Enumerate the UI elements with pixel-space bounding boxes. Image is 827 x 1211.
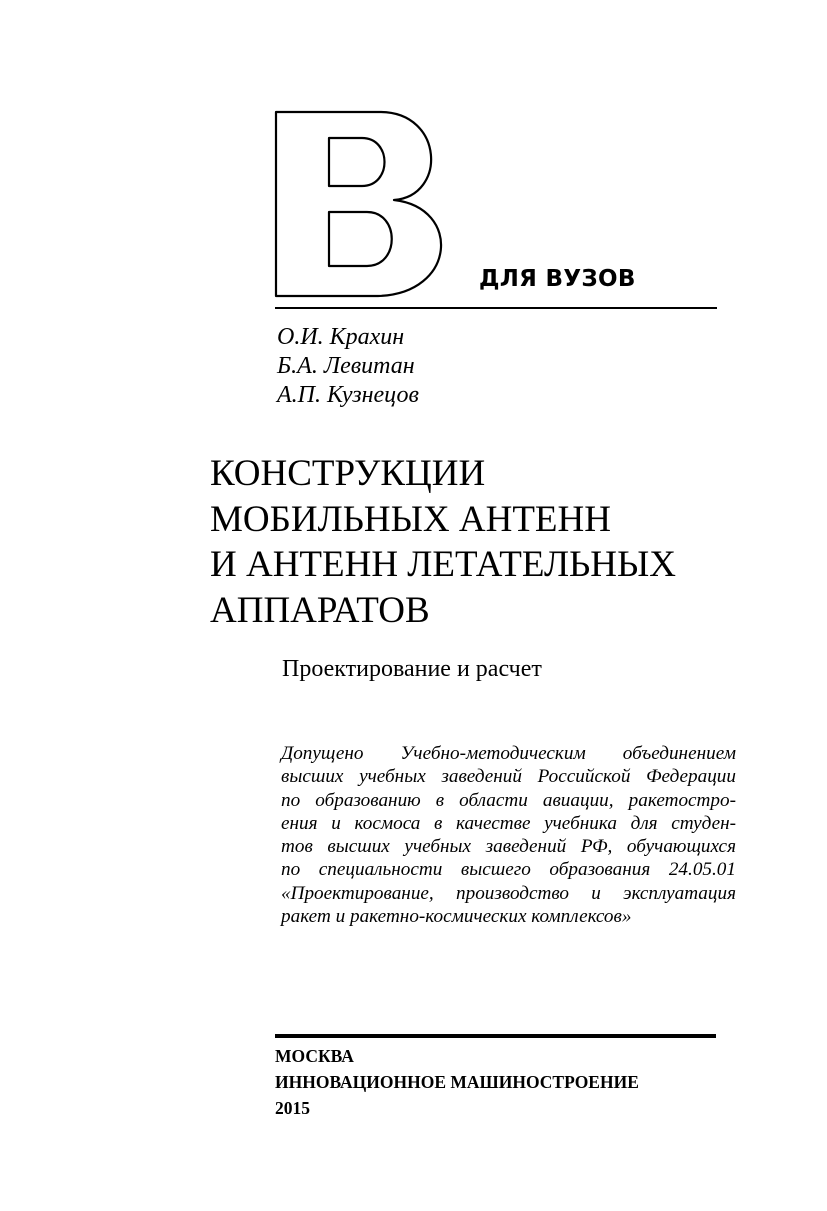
- bottom-divider: [275, 1034, 716, 1038]
- approval-line: «Проектирование, производство и эксплуатация: [281, 882, 736, 904]
- author-name: О.И. Крахин: [277, 324, 405, 350]
- authors-list: [277, 323, 419, 410]
- approval-line: ения и космоса в качестве учебника для студен-: [281, 812, 736, 834]
- book-title: [210, 451, 676, 633]
- book-title-line: И АНТЕНН ЛЕТАТЕЛЬНЫХ: [210, 544, 676, 585]
- approval-line: тов высших учебных заведений РФ, обучающихся: [281, 836, 736, 858]
- author-name: Б.А. Левитан: [277, 353, 415, 379]
- approval-line: по специальности высшего образования 24.05.01: [281, 859, 736, 881]
- author-name: А.П. Кузнецов: [277, 382, 419, 408]
- series-label: ДЛЯ ВУЗОВ: [479, 266, 636, 292]
- imprint-publisher: ИННОВАЦИОННОЕ МАШИНОСТРОЕНИЕ: [275, 1072, 639, 1092]
- approval-line: по образованию в области авиации, ракетостро-: [281, 789, 736, 811]
- approval-notice: [281, 742, 736, 928]
- book-subtitle: Проектирование и расчет: [282, 656, 542, 682]
- imprint-city: МОСКВА: [275, 1046, 354, 1066]
- top-divider: [275, 307, 717, 309]
- series-logo-b: [272, 108, 462, 300]
- imprint-year: 2015: [275, 1098, 310, 1118]
- book-title-line: МОБИЛЬНЫХ АНТЕНН: [210, 498, 611, 540]
- book-title-line: КОНСТРУКЦИИ: [210, 453, 486, 494]
- publisher-imprint: [275, 1043, 639, 1121]
- approval-line: высших учебных заведений Российской Федерации: [281, 766, 736, 788]
- approval-line: Допущено Учебно-методическим объединением: [281, 743, 736, 764]
- book-title-line: АППАРАТОВ: [210, 589, 430, 631]
- approval-line: ракет и ракетно-космических комплексов»: [281, 906, 632, 928]
